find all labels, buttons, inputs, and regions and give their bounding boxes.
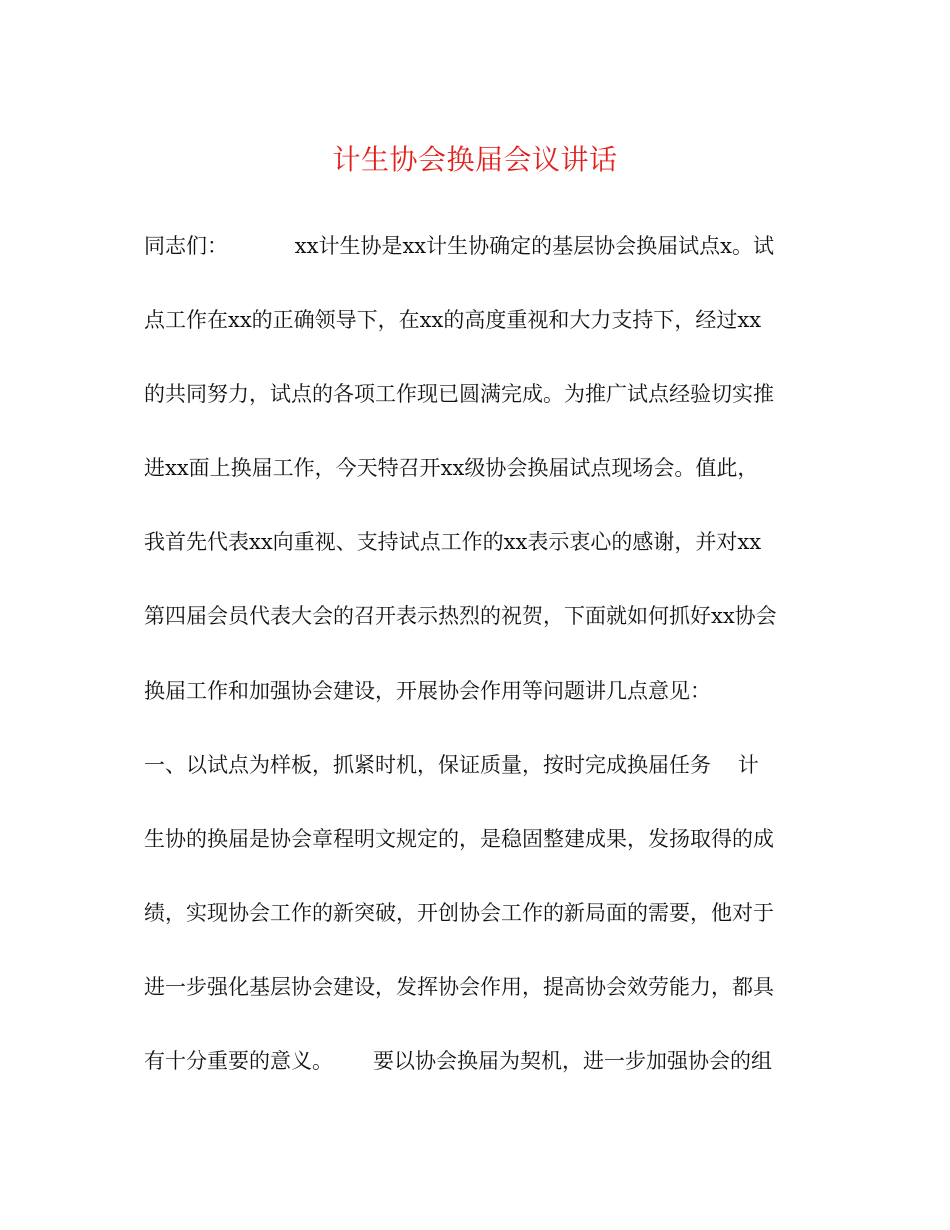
body-line: 进xx面上换届工作，今天特召开xx级协会换届试点现场会。值此， [144,456,759,481]
body-line: 生协的换届是协会章程明文规定的，是稳固整建成果，发扬取得的成 [144,826,774,851]
document-body [144,230,814,1119]
body-line: 点工作在xx的正确领导下，在xx的高度重视和大力支持下，经过xx [144,308,762,333]
body-line: 第四届会员代表大会的召开表示热烈的祝贺，下面就如何抓好xx协会 [144,604,777,629]
body-line: 同志们： xx计生协是xx计生协确定的基层协会换届试点x。试 [144,234,774,258]
body-line: 绩，实现协会工作的新突破，开创协会工作的新局面的需要，他对于 [144,900,774,925]
document-title: 计生协会换届会议讲话 [332,143,618,176]
body-line: 一、以试点为样板，抓紧时机，保证质量，按时完成换届任务 计 [144,752,759,777]
body-line: 换届工作和加强协会建设，开展协会作用等问题讲几点意见： [144,678,711,703]
body-line: 有十分重要的意义。 要以协会换届为契机，进一步加强协会的组 [144,1049,773,1074]
body-line: 我首先代表xx向重视、支持试点工作的xx表示衷心的感谢，并对xx [144,530,762,555]
body-line: 的共同努力，试点的各项工作现已圆满完成。为推广试点经验切实推 [144,382,774,407]
body-line: 进一步强化基层协会建设，发挥协会作用，提高协会效劳能力，都具 [144,974,774,999]
